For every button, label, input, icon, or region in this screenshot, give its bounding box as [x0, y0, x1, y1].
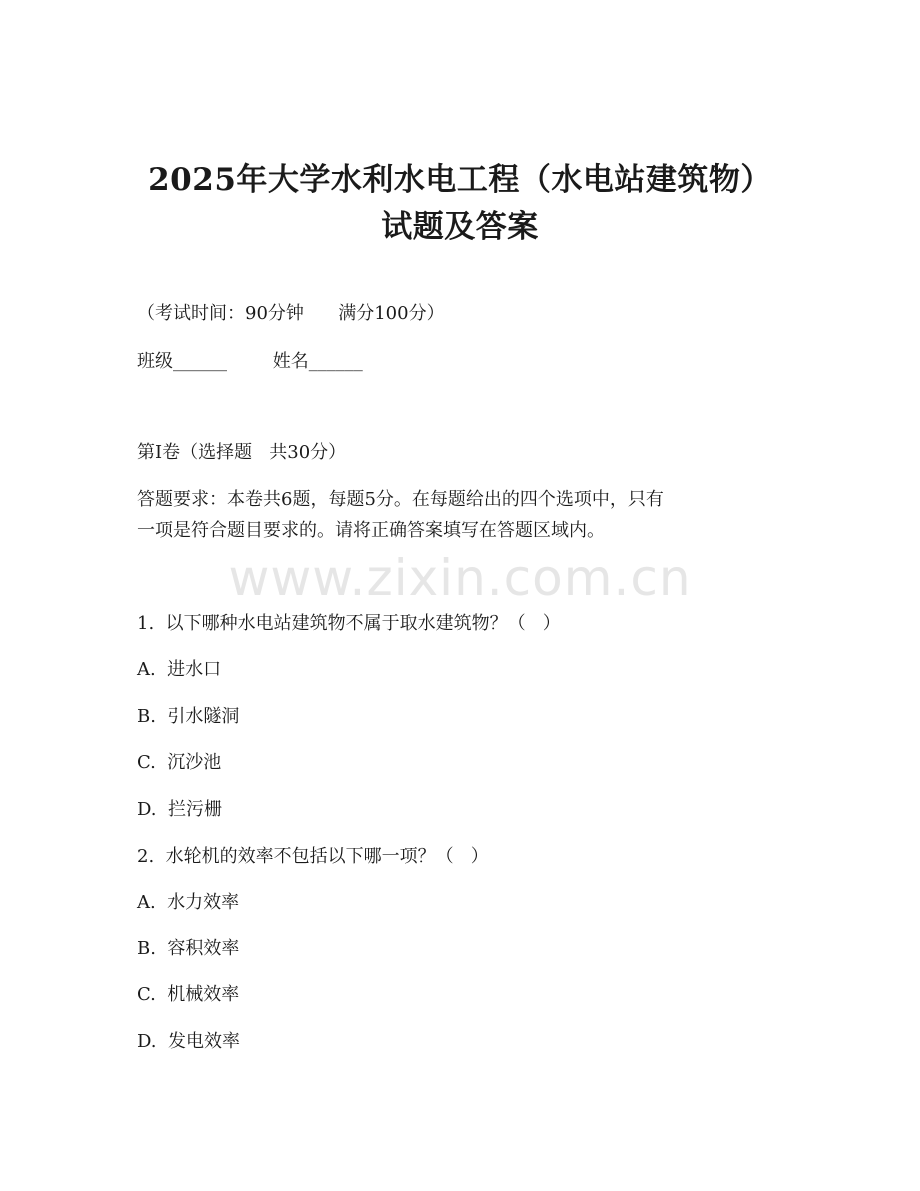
- document-title-line-1: 2025年大学水利水电工程（水电站建筑物）: [148, 162, 772, 198]
- instructions-line-1: 答题要求：本卷共6题，每题5分。在每题给出的四个选项中，只有: [137, 489, 664, 510]
- option-a: A. 水力效率: [137, 892, 240, 913]
- document-title-line-2: 试题及答案: [381, 209, 539, 245]
- option-a: A. 进水口: [137, 659, 222, 680]
- question-stem: 1. 以下哪种水电站建筑物不属于取水建筑物？（ ）: [137, 613, 561, 634]
- option-c: C. 沉沙池: [137, 752, 222, 773]
- option-b: B. 容积效率: [137, 938, 240, 959]
- option-d: D. 发电效率: [137, 1031, 240, 1052]
- watermark: www.zixin.com.cn: [228, 549, 692, 607]
- option-d: D. 拦污栅: [137, 799, 222, 820]
- option-b: B. 引水隧洞: [137, 706, 240, 727]
- question-stem: 2. 水轮机的效率不包括以下哪一项？（ ）: [137, 846, 489, 867]
- instructions-line-2: 一项是符合题目要求的。请将正确答案填写在答题区域内。: [137, 520, 605, 541]
- option-c: C. 机械效率: [137, 984, 240, 1005]
- section-title: 第I卷（选择题 共30分）: [137, 442, 347, 463]
- exam-info: （考试时间：90分钟 满分100分）: [137, 303, 445, 324]
- class-name-fields: 班级______ 姓名______: [137, 351, 363, 372]
